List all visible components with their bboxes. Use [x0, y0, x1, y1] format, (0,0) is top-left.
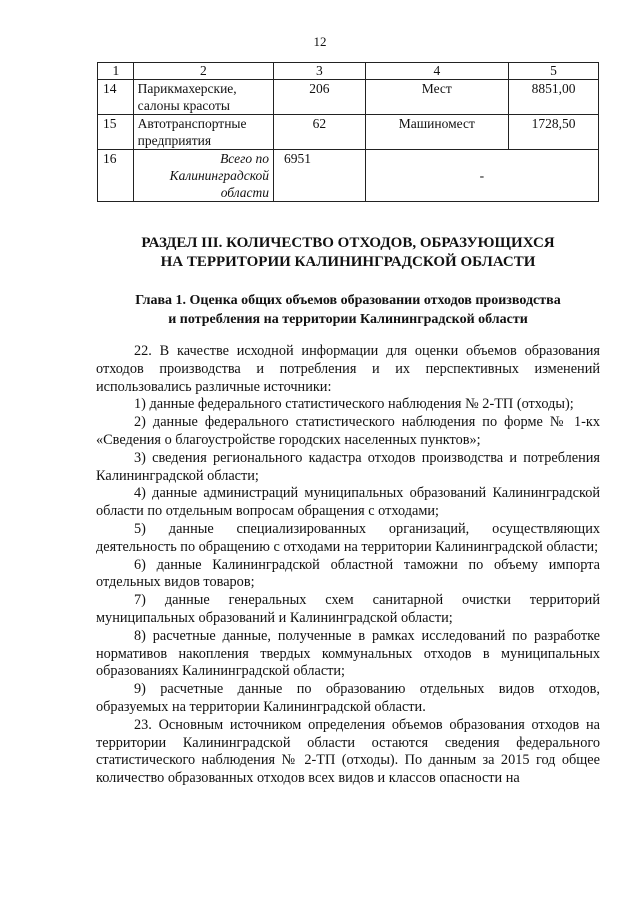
total-row-number: 16 — [98, 150, 134, 202]
row-name: Автотранспортные предприятия — [133, 115, 273, 150]
total-row-dash: - — [365, 150, 598, 202]
total-row-name: Всего по Калининградской области — [133, 150, 273, 202]
paragraph-22-intro: 22. В качестве исходной информации для оценки объемов образования отходов производства и потребления и их перспективных изменений использовались различные источники: — [96, 343, 600, 395]
source-item-7: 7) данные генеральных схем санитарной очистки территорий муниципальных образований и Калининградской области; — [96, 592, 600, 626]
source-item-3: 3) сведения регионального кадастра отходов производства и потребления Калининградской области; — [96, 449, 600, 484]
source-item-4: 4) данные администраций муниципальных образований Калининградской области по отдельным вопросам обращения с отходами; — [96, 485, 600, 520]
source-item-1: 1) данные федерального статистического наблюдения № 2-ТП (отходы); — [134, 396, 574, 413]
table-row — [98, 80, 599, 115]
page-number: 12 — [313, 34, 327, 49]
total-row-count: 6951 — [274, 150, 366, 202]
section-title-line: РАЗДЕЛ III. КОЛИЧЕСТВО ОТХОДОВ, ОБРАЗУЮЩИХСЯ — [141, 235, 555, 251]
source-item-8: 8) расчетные данные, полученные в рамках исследований по разработке нормативов накопления твердых коммунальных отходов в муниципальных образованиях Калининградской области; — [96, 627, 600, 680]
table-row — [98, 115, 599, 150]
row-count: 62 — [274, 115, 366, 150]
row-count: 206 — [274, 80, 366, 115]
row-name: Парикмахерские, салоны красоты — [133, 80, 273, 115]
source-item-9: 9) расчетные данные по образованию отдельных видов отходов, образуемых на территории Калининградской области. — [96, 681, 600, 715]
section-title — [96, 234, 600, 272]
chapter-title-line: Глава 1. Оценка общих объемов образовании отходов производства — [135, 293, 561, 308]
chapter-title-line: и потребления на территории Калининградской области — [168, 312, 528, 327]
table-header-cell: 3 — [274, 63, 366, 80]
row-value: 1728,50 — [509, 115, 599, 150]
paragraph-23: 23. Основным источником определения объемов образования отходов на территории Калининградской области остаются сведения федерального статистического наблюдения № 2-ТП (отходы). По данным за 2015 год общее количество образованных отходов всех видов и классов опасности на — [96, 716, 600, 787]
row-value: 8851,00 — [509, 80, 599, 115]
table-total-row — [98, 150, 599, 202]
source-item-2: 2) данные федерального статистического наблюдения по форме № 1-кх «Сведения о благоустройстве городских населенных пунктов»; — [96, 414, 600, 448]
table-header-cell: 1 — [98, 63, 134, 80]
chapter-title — [96, 291, 600, 329]
row-unit: Машиномест — [365, 115, 508, 150]
table-header-cell: 5 — [509, 63, 599, 80]
row-number: 14 — [98, 80, 134, 115]
table-header-cell: 2 — [133, 63, 273, 80]
source-item-5: 5) данные специализированных организаций, осуществляющих деятельность по обращению с отходами на территории Калининградской области; — [96, 520, 600, 555]
section-title-line: НА ТЕРРИТОРИИ КАЛИНИНГРАДСКОЙ ОБЛАСТИ — [160, 254, 536, 270]
data-table — [97, 62, 599, 202]
row-number: 15 — [98, 115, 134, 150]
table-header-cell: 4 — [365, 63, 508, 80]
row-unit: Мест — [365, 80, 508, 115]
source-item-6: 6) данные Калининградской областной таможни по объему импорта отдельных видов товаров; — [96, 556, 600, 591]
body-text — [96, 343, 600, 788]
table-header-row — [98, 63, 599, 80]
